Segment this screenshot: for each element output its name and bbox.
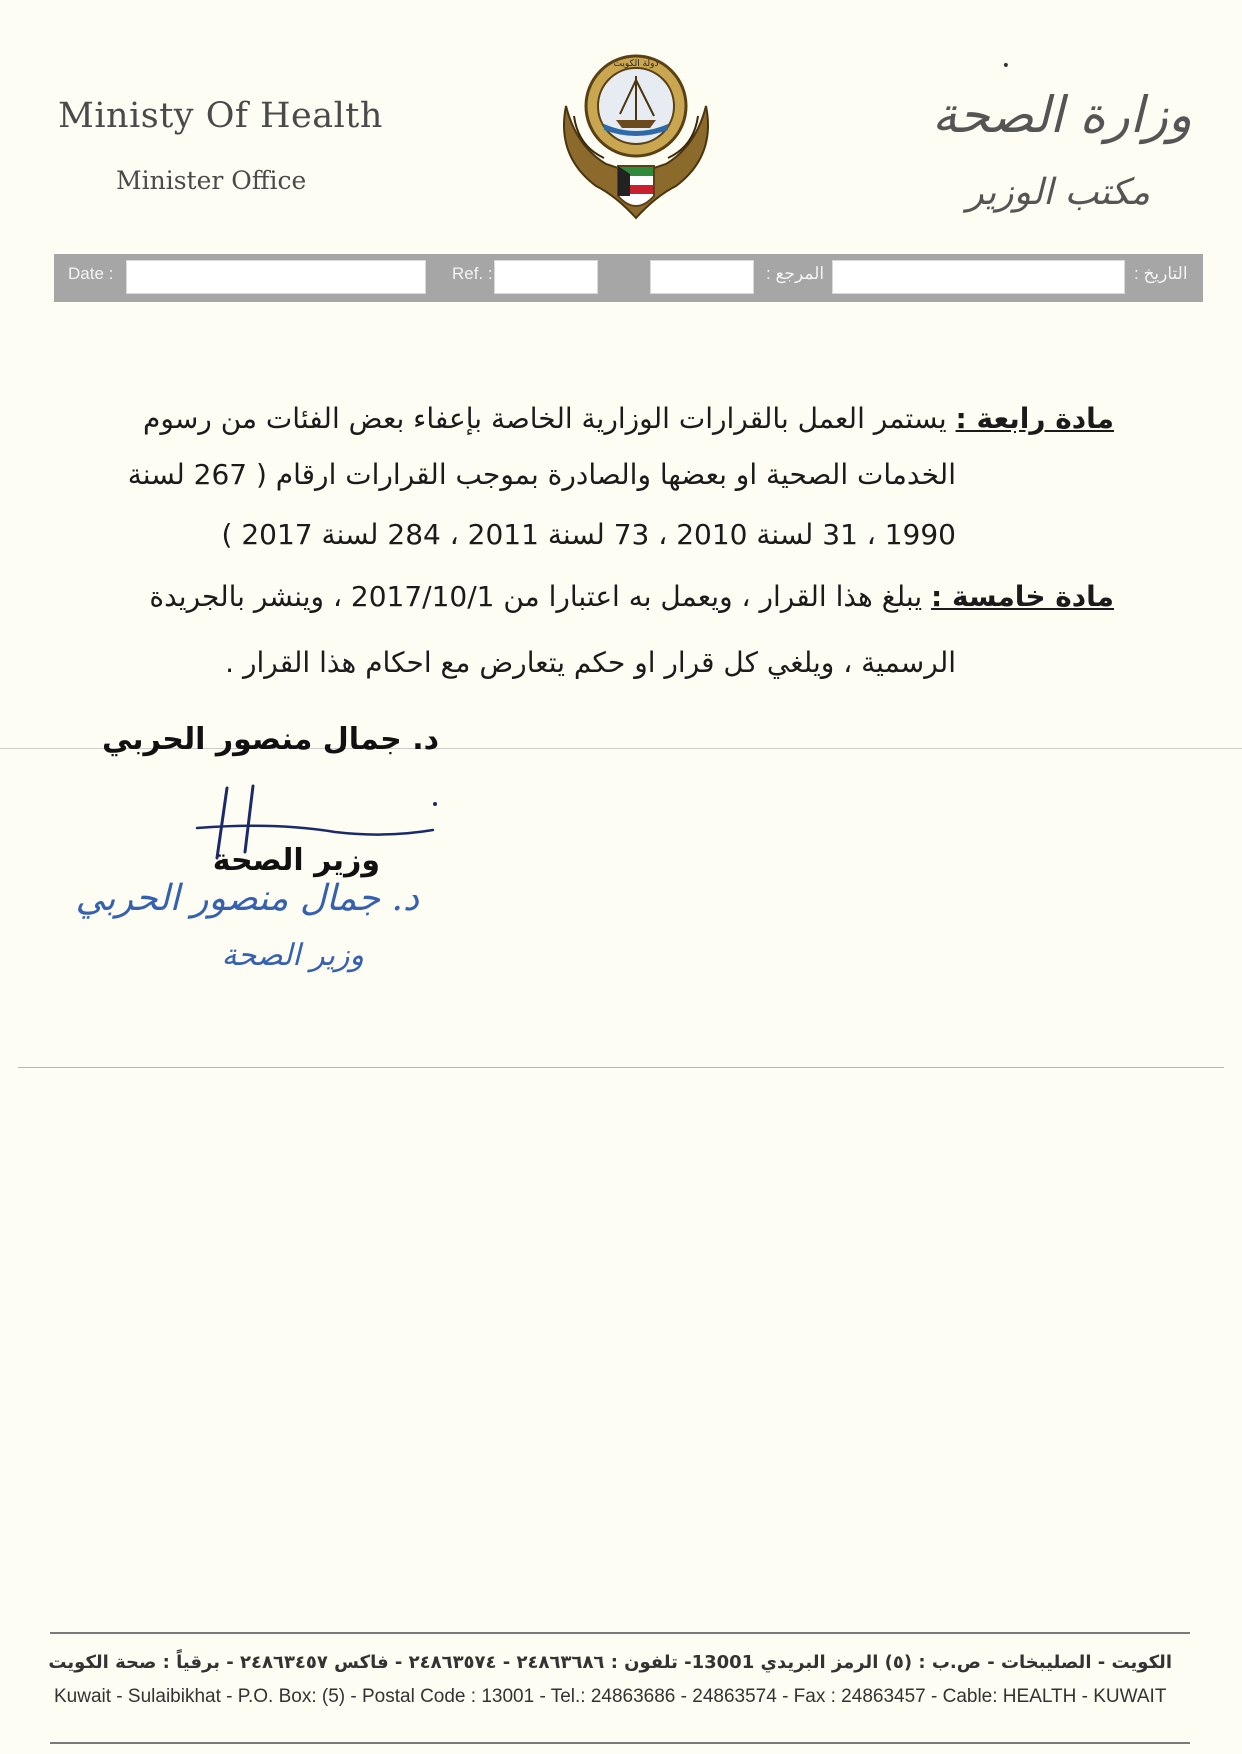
article4-label: مادة رابعة : <box>955 402 1114 435</box>
signer-name: د. جمال منصور الحربي <box>101 722 439 757</box>
article5-line1 <box>149 580 1114 613</box>
office-subtitle-en: Minister Office <box>116 166 307 195</box>
marja-label: : المرجع <box>766 264 825 283</box>
signer-title: وزير الصحة <box>212 843 380 878</box>
article4-text1: يستمر العمل بالقرارات الوزارية الخاصة بإعفاء بعض الفئات من رسوم <box>143 402 947 435</box>
article5-label: مادة خامسة : <box>931 580 1114 613</box>
date-field[interactable] <box>126 260 426 294</box>
article5-text1: يبلغ هذا القرار ، ويعمل به اعتبارا من 2017/10/1 ، وينشر بالجريدة <box>149 580 923 613</box>
office-subtitle-ar: مكتب الوزير <box>966 172 1150 213</box>
emblem-flag-shield <box>618 166 654 206</box>
decorative-dot: • <box>1001 58 1010 74</box>
emblem-ship <box>616 120 656 128</box>
tarikh-label: : التاريخ <box>1134 264 1188 283</box>
kuwait-emblem-icon <box>556 46 716 228</box>
date-label: Date : <box>68 264 114 283</box>
footer-address-en: Kuwait - Sulaibikhat - P.O. Box: (5) - Postal Code : 13001 - Tel.: 24863686 - 24863574 - Fax : 24863457 - Cable: HEALTH - KUWAIT <box>54 1686 1167 1707</box>
ref-label: Ref. : <box>452 264 493 283</box>
ministry-title-en: Ministy Of Health <box>58 96 383 136</box>
marja-field[interactable] <box>650 260 754 294</box>
stamp-name: د. جمال منصور الحربي <box>75 878 419 919</box>
page-divider <box>18 1067 1224 1068</box>
article4-line1 <box>143 402 1114 435</box>
article4-line2: الخدمات الصحية او بعضها والصادرة بموجب القرارات ارقام ( 267 لسنة <box>127 458 956 491</box>
ministry-title-ar: وزارة الصحة <box>932 86 1192 144</box>
article5-line2: الرسمية ، ويلغي كل قرار او حكم يتعارض مع احكام هذا القرار . <box>225 646 956 679</box>
tarikh-field[interactable] <box>832 260 1125 294</box>
footer-rule-bottom <box>50 1742 1190 1744</box>
emblem-text: دولة الكويت <box>613 59 659 69</box>
footer-rule-top <box>50 1632 1190 1634</box>
article4-line3: 1990 ، 31 لسنة 2010 ، 73 لسنة 2011 ، 284 لسنة 2017 ) <box>221 518 956 551</box>
footer-address-ar: الكويت - الصليبخات - ص.ب : (٥) الرمز البريدي 13001- تلفون : ٢٤٨٦٣٦٨٦ - ٢٤٨٦٣٥٧٤ - فاكس ٢٤٨٦٣٤٥٧ - برقياً : صحة الكويت <box>48 1652 1172 1673</box>
stamp-title: وزير الصحة <box>221 938 364 973</box>
date-ref-bar <box>54 254 1203 302</box>
ref-field[interactable] <box>494 260 598 294</box>
